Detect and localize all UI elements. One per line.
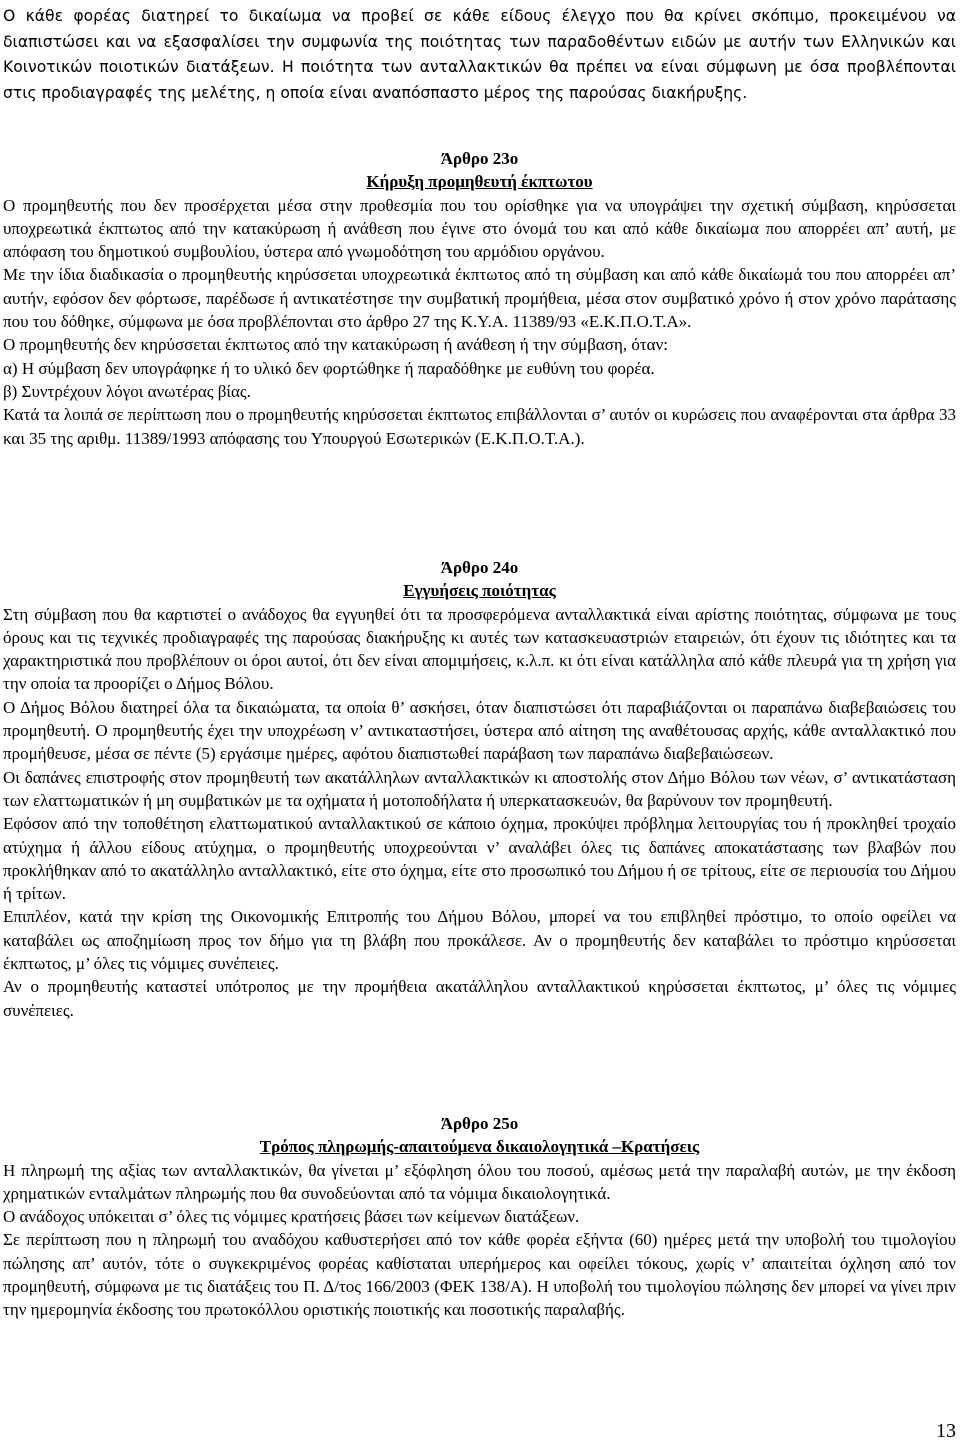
article-paragraph: Ο ανάδοχος υπόκειται σ’ όλες τις νόμιμες κρατήσεις βάσει των κείμενων διατάξεων. bbox=[3, 1207, 580, 1227]
article-paragraph: Ο Δήμος Βόλου διατηρεί όλα τα δικαιώματα, τα οποία θ’ ασκήσει, όταν διαπιστώσει ότι παραβιάζονται οι παραπάνω διαβεβαιώσεις του προμηθευτή. Ο προμηθευτής έχει την υποχρέωση ν’ αντικαταστήσει, ύστερα από αίτηση της αναθέτουσας αρχής, κάθε ανταλλακτικό που προμήθευσε, μέσα σε πέντε (5) εργάσιμε ημέρες, αφότου διαπιστωθεί παράβαση των παραπάνω διαβεβαιώσεων. bbox=[3, 697, 956, 764]
article-paragraph: β) Συντρέχουν λόγοι ανωτέρας βίας. bbox=[3, 381, 251, 401]
article-paragraph: Κατά τα λοιπά σε περίπτωση που ο προμηθευτής κηρύσσεται έκπτωτος επιβάλλονται σ’ αυτόν οι κυρώσεις που αναφέρονται στα άρθρα 33 και 35 της αριθμ. 11389/1993 απόφασης του Υπουργού Εσωτερικών (Ε.Κ.Π.Ο.Τ.Α.). bbox=[3, 405, 956, 448]
article-paragraph: Στη σύμβαση που θα καρτιστεί ο ανάδοχος θα εγγυηθεί ότι τα προσφερόμενα ανταλλακτικά είναι αρίστης ποιότητας, σύμφωνα με τους όρους και τις τεχνικές προδιαγραφές της παρούσας διακήρυξης κι αυτές των κατασκευαστριών εταιρειών, ότι έχουν τις ιδιότητες και τα χαρακτηριστικά που προβλέπουν οι όροι αυτοί, ότι δεν είναι απομιμήσεις, κ.λ.π. κι ότι είναι κατάλληλα από κάθε πλευρά για τη χρήση για την οποία τα προορίζει ο Δήμος Βόλου. bbox=[3, 604, 956, 694]
article-paragraph: Οι δαπάνες επιστροφής στον προμηθευτή των ακατάλληλων ανταλλακτικών κι αποστολής στον Δήμο Βόλου των νέων, σ’ αντικατάσταση των ελαττωματικών ή μη συμβατικών με τα οχήματα ή μοτοποδήλατα ή υπερκατασκευών, θα βαρύνουν τον προμηθευτή. bbox=[3, 767, 956, 810]
article-paragraph: Ο προμηθευτής που δεν προσέρχεται μέσα στην προθεσμία που του ορίσθηκε για να υπογράψει την σχετική σύμβαση, κηρύσσεται υποχρεωτικά έκπτωτος από την κατακύρωση ή ανάθεση που έγινε στο όνομά του και από κάθε δικαίωμα που απορρέει απ’ αυτή, με απόφαση του δημοτικού συμβουλίου, ύστερα από γνωμοδότηση του αρμόδιου οργάνου. bbox=[3, 195, 956, 262]
article-25 bbox=[3, 1112, 956, 1322]
article-heading: Άρθρο 24ο bbox=[440, 558, 519, 577]
article-heading: Άρθρο 23ο bbox=[440, 149, 519, 168]
article-title: Κήρυξη προμηθευτή έκπτωτου bbox=[366, 172, 593, 192]
article-paragraph: Με την ίδια διαδικασία ο προμηθευτής κηρύσσεται υποχρεωτικά έκπτωτος από τη σύμβαση και από κάθε δικαίωμά του που απορρέει απ’ αυτήν, εφόσον δεν φόρτωσε, παρέδωσε ή αντικατέστησε την συμβατική προμήθεια, μέσα στον συμβατικό χρόνο ή στον χρόνο παράτασης που του δόθηκε, σύμφωνα με όσα προβλέπονται στο άρθρο 27 της Κ.Υ.Α. 11389/93 «Ε.Κ.Π.Ο.Τ.Α». bbox=[3, 265, 956, 332]
article-paragraph: α) Η σύμβαση δεν υπογράφηκε ή το υλικό δεν φορτώθηκε ή παραδόθηκε με ευθύνη του φορέα. bbox=[3, 358, 655, 378]
page-number: 13 bbox=[936, 1420, 956, 1442]
article-heading: Άρθρο 25ο bbox=[440, 1114, 519, 1133]
article-23 bbox=[3, 147, 956, 450]
article-paragraph: Αν ο προμηθευτής καταστεί υπότροπος με την προμήθεια ακατάλληλου ανταλλακτικού κηρύσσεται έκπτωτος, μ’ όλες τις νόμιμες συνέπειες. bbox=[3, 977, 956, 1020]
article-paragraph: Ο προμηθευτής δεν κηρύσσεται έκπτωτος από την κατακύρωση ή ανάθεση ή την σύμβαση, όταν: bbox=[3, 335, 668, 355]
article-paragraph: Επιπλέον, κατά την κρίση της Οικονομικής Επιτροπής του Δήμου Βόλου, μπορεί να του επιβληθεί πρόστιμο, το οποίο οφείλει να καταβάλει ως αποζημίωση προς τον δήμο για τη βλάβη που προκάλεσε. Αν ο προμηθευτής δεν καταβάλει το πρόστιμο κηρύσσεται έκπτωτος, μ’ όλες τις νόμιμες συνέπειες. bbox=[3, 907, 956, 974]
article-paragraph: Σε περίπτωση που η πληρωμή του αναδόχου καθυστερήσει από τον κάθε φορέα εξήντα (60) ημέρες μετά την υποβολή του τιμολογίου πώλησης απ’ αυτόν, τότε ο συγκεκριμένος φορέας καθίσταται υπερήμερος και οφείλει τόκους, χωρίς ν’ απαιτείται όχληση από τον προμηθευτή, σύμφωνα με τις διατάξεις του Π. Δ/τος 166/2003 (ΦΕΚ 138/Α). Η υποβολή του τιμολογίου πώλησης δεν μπορεί να γίνει πριν την ημερομηνία έκδοσης του πρωτοκόλλου οριστικής ποιοτικής και ποσοτικής παραλαβής. bbox=[3, 1230, 956, 1320]
article-paragraph: Εφόσον από την τοποθέτηση ελαττωματικού ανταλλακτικού σε κάποιο όχημα, προκύψει πρόβλημα λειτουργίας του ή προκληθεί τροχαίο ατύχημα ή άλλου είδους ατύχημα, ο προμηθευτής υποχρεούνται ν’ αναλάβει όλες τις δαπάνες αποκατάστασης των βλαβών που προκλήθηκαν από το ακατάλληλο ανταλλακτικό, είτε στο όχημα, είτε στο προσωπικό του Δήμου ή σε τρίτους, είτε σε περιουσία του Δήμου ή τρίτων. bbox=[3, 814, 956, 904]
article-title: Τρόπος πληρωμής-απαιτούμενα δικαιολογητικά –Κρατήσεις bbox=[259, 1137, 700, 1157]
intro-paragraph: Ο κάθε φορέας διατηρεί το δικαίωμα να προβεί σε κάθε είδους έλεγχο που θα κρίνει σκόπιμο, προκειμένου να διαπιστώσει και να εξασφαλίσει την συμφωνία της ποιότητας των παραδοθέντων ειδών με αυτήν των Ελληνικών και Κοινοτικών ποιοτικών διατάξεων. Η ποιότητα των ανταλλακτικών θα πρέπει να είναι σύμφωνη με όσα προβλέπονται στις προδιαγραφές της μελέτης, η οποία είναι αναπόσπαστο μέρος της παρούσας διακήρυξης. bbox=[3, 7, 956, 102]
article-title: Εγγυήσεις ποιότητας bbox=[403, 581, 556, 601]
article-paragraph: Η πληρωμή της αξίας των ανταλλακτικών, θα γίνεται μ’ εξόφληση όλου του ποσού, αμέσως μετά την παραλαβή αυτών, με την έκδοση χρηματικών ενταλμάτων πληρωμής που θα συνοδεύονται από τα νόμιμα δικαιολογητικά. bbox=[3, 1160, 956, 1203]
article-24 bbox=[3, 556, 956, 1022]
